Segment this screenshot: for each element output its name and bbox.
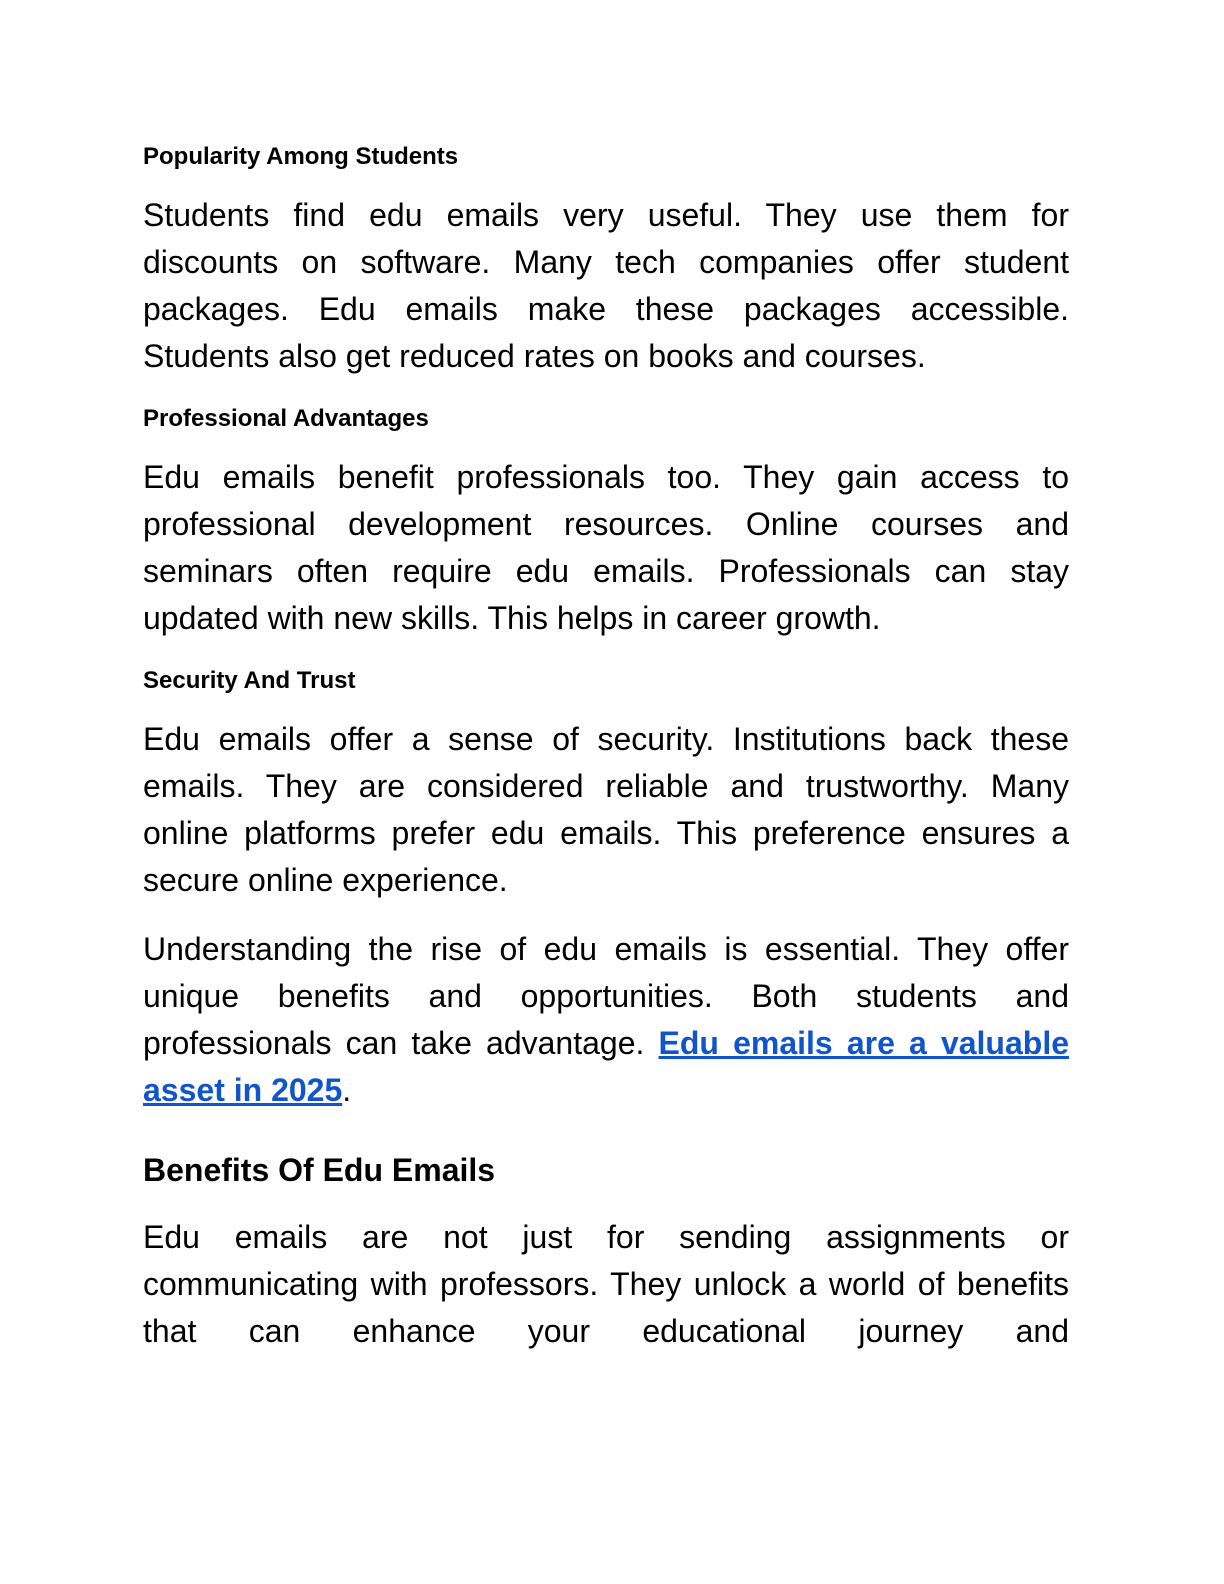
document-page [143,140,1069,1377]
paragraph-conclusion [143,926,1069,1114]
heading-benefits: Benefits Of Edu Emails [143,1152,496,1188]
section-title-popularity: Popularity Among Students [143,143,459,170]
edu-emails-asset-link[interactable]: Edu emails are a valuable asset in 2025 [143,1025,1070,1108]
paragraph-benefits: Edu emails are not just for sending assignments or communicating with professors. They unlock a world of benefits that can enhance your educational journey and [143,1219,1069,1349]
paragraph-professional: Edu emails benefit professionals too. They gain access to professional development resources. Online courses and seminars often require edu emails. Professionals can stay updated with new skills. This helps in career growth. [143,459,1069,636]
paragraph-popularity: Students find edu emails very useful. They use them for discounts on software. Many tech companies offer student packages. Edu emails make these packages accessible. Students also get reduced rates on books and courses. [143,197,1069,374]
section-title-professional: Professional Advantages [143,405,429,432]
conclusion-period: . [342,1072,352,1108]
conclusion-text: Understanding the rise of edu emails is essential. They offer unique benefits and opportunities. Both students and professionals can take advantage. [143,931,1069,1061]
section-title-security: Security And Trust [143,667,356,694]
paragraph-security: Edu emails offer a sense of security. Institutions back these emails. They are considered reliable and trustworthy. Many online platforms prefer edu emails. This preference ensures a secure online experience. [143,721,1069,898]
